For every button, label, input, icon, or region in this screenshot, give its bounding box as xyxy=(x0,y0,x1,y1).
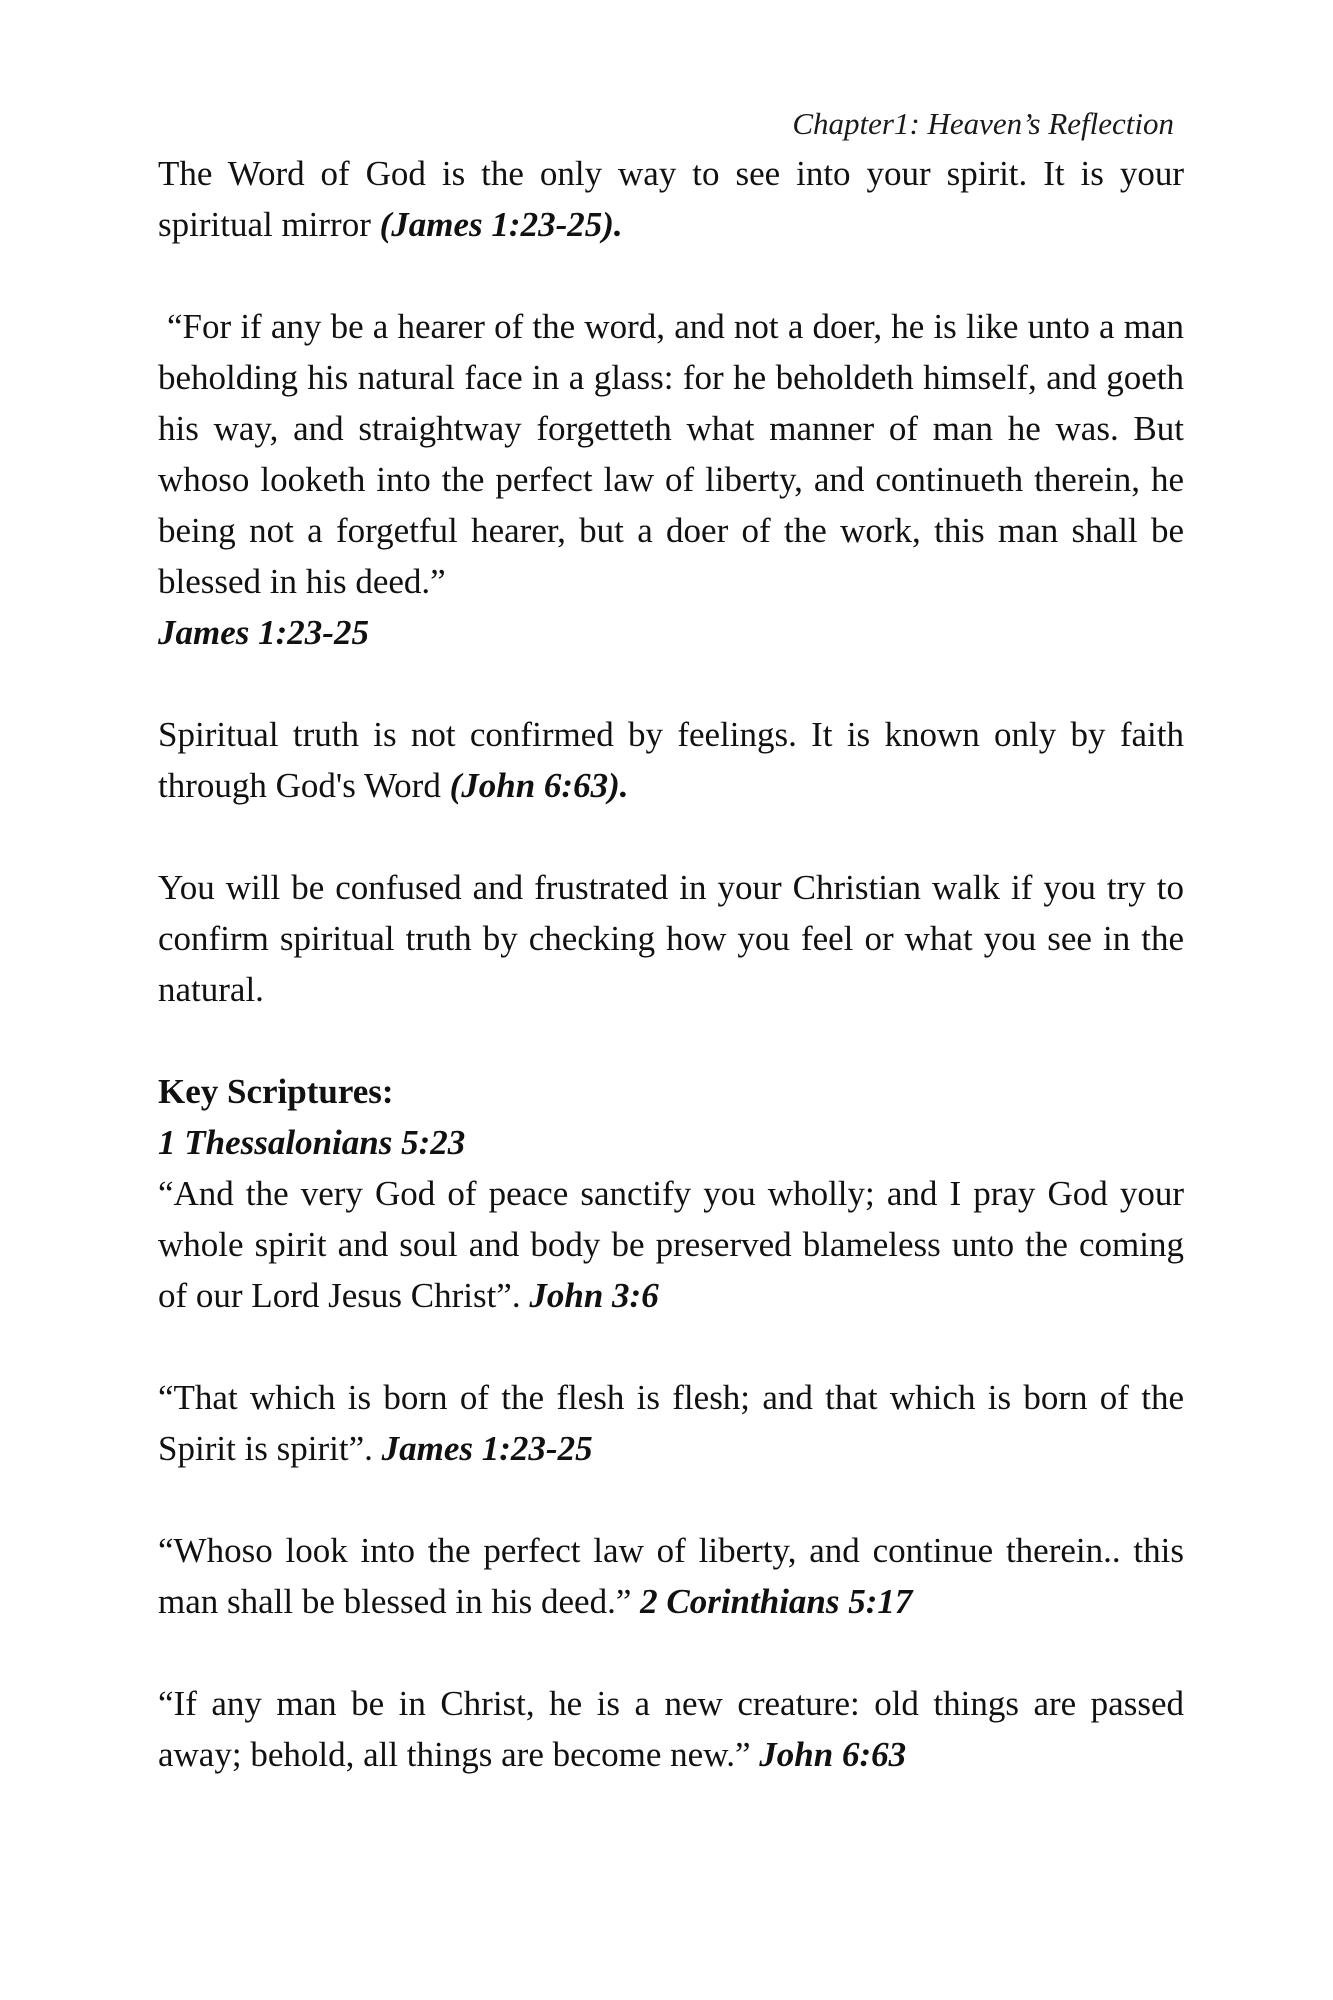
scripture-reference: James 1:23-25 xyxy=(158,613,369,652)
scripture-reference: (James 1:23-25). xyxy=(379,205,623,244)
scripture-reference: John 3:6 xyxy=(529,1276,659,1315)
scripture-reference: (John 6:63). xyxy=(449,766,629,805)
first-scripture-reference: 1 Thessalonians 5:23 xyxy=(158,1123,466,1162)
running-header: Chapter1: Heaven’s Reflection xyxy=(792,106,1174,141)
scripture-text: “If any man be in Christ, he is a new creature: old things are passed away; behold, all things are become new.” xyxy=(158,1684,1184,1774)
scripture-item xyxy=(158,1372,1184,1474)
scripture-reference: John 6:63 xyxy=(759,1735,907,1774)
key-scriptures-heading: Key Scriptures: xyxy=(158,1072,394,1111)
paragraph-text: The Word of God is the only way to see into your spirit. It is your spiritual mirror xyxy=(158,154,1184,244)
quote-text: “For if any be a hearer of the word, and not a doer, he is like unto a man beholding his natural face in a glass: for he beholdeth himself, and goeth his way, and straightway forgetteth what manner of man he was. But whoso looketh into the perfect law of liberty, and continueth therein, he being not a forgetful hearer, but a doer of the work, this man shall be blessed in his deed.” xyxy=(158,307,1184,601)
scripture-text: “And the very God of peace sanctify you wholly; and I pray God your whole spirit and soul and body be preserved blameless unto the coming of our Lord Jesus Christ”. xyxy=(158,1174,1184,1315)
quote-james xyxy=(158,301,1184,607)
scripture-text: “Whoso look into the perfect law of liberty, and continue therein.. this man shall be blessed in his deed.” xyxy=(158,1531,1184,1621)
paragraph-spiritual-truth xyxy=(158,709,1184,811)
paragraph-confused xyxy=(158,862,1184,1015)
scripture-item xyxy=(158,1678,1184,1780)
paragraph-text: Spiritual truth is not confirmed by feelings. It is known only by faith through God's Word xyxy=(158,715,1184,805)
scripture-item xyxy=(158,1168,1184,1321)
scripture-item xyxy=(158,1525,1184,1627)
paragraph-word-of-god xyxy=(158,148,1184,250)
paragraph-text: You will be confused and frustrated in your Christian walk if you try to confirm spiritual truth by checking how you feel or what you see in the natural. xyxy=(158,868,1184,1009)
scripture-text: “That which is born of the flesh is flesh; and that which is born of the Spirit is spirit”. xyxy=(158,1378,1184,1468)
scripture-reference: 2 Corinthians 5:17 xyxy=(640,1582,913,1621)
page-body xyxy=(158,148,1184,1831)
quote-james-reference-line xyxy=(158,607,1184,658)
scripture-reference: James 1:23-25 xyxy=(381,1429,593,1468)
